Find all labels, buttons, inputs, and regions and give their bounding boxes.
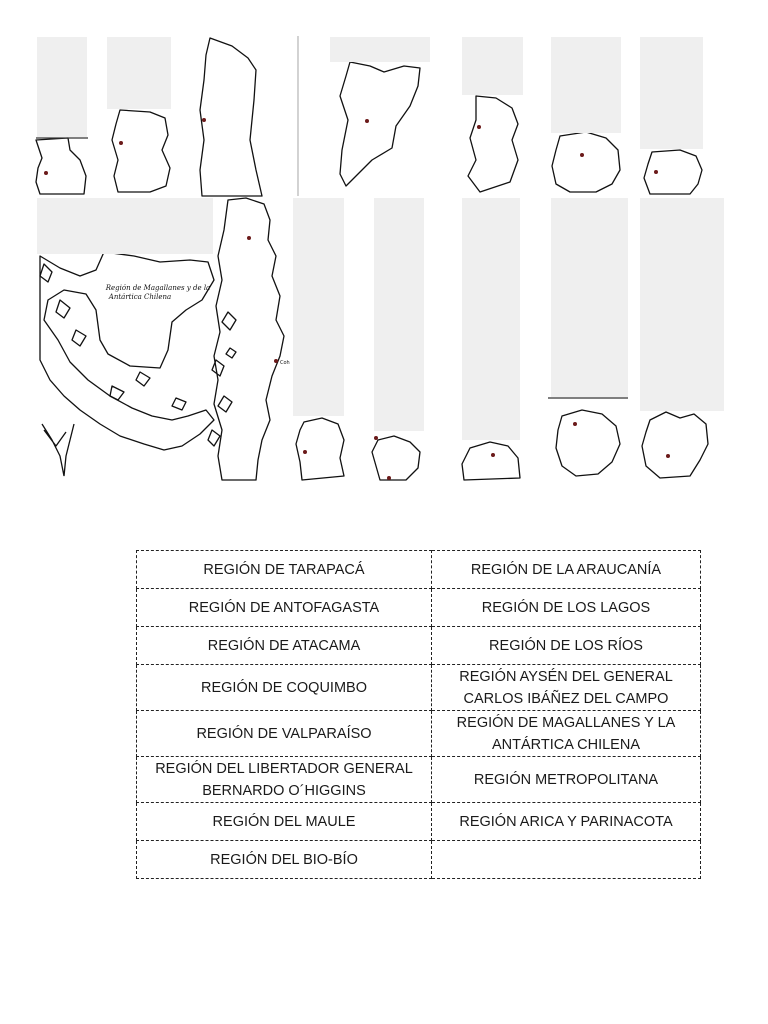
city-dot: [119, 141, 123, 145]
region-names-table: [136, 550, 701, 879]
map-atacama: [200, 38, 262, 196]
magallanes-caption-line1: Región de Magallanes y de la: [105, 284, 211, 292]
map-magallanes-antarctic: [42, 424, 74, 476]
city-dot: [477, 125, 481, 129]
city-dot: [274, 359, 278, 363]
name-placeholder-box: [107, 37, 171, 109]
region-name-cell: REGIÓN DE LA ARAUCANÍA: [432, 551, 701, 589]
name-placeholder-box: [293, 198, 344, 416]
map-los-lagos: [296, 418, 344, 480]
map-coquimbo: [340, 62, 420, 186]
city-dot: [247, 236, 251, 240]
region-maps-svg: [0, 0, 768, 500]
table-row: [137, 589, 701, 627]
city-label-fragment: Coh: [280, 360, 290, 366]
name-placeholder-box: [330, 37, 430, 62]
name-placeholder-box: [37, 198, 213, 254]
city-dot: [365, 119, 369, 123]
city-dot: [387, 476, 391, 480]
region-name-cell: REGIÓN DEL MAULE: [137, 803, 432, 841]
region-name-cell: REGIÓN DEL BIO-BÍO: [137, 841, 432, 879]
city-dot: [303, 450, 307, 454]
map-tarapaca: [36, 138, 86, 194]
map-araucania: [462, 442, 520, 480]
map-metropolitana: [556, 410, 620, 476]
region-name-cell: REGIÓN DE TARAPACÁ: [137, 551, 432, 589]
name-placeholder-box: [37, 37, 87, 137]
name-placeholder-box: [640, 37, 703, 149]
region-name-cell: REGIÓN DE ATACAMA: [137, 627, 432, 665]
map-aysen-islands: [208, 312, 236, 446]
table-row: [137, 711, 701, 757]
region-name-cell: REGIÓN DE LOS RÍOS: [432, 627, 701, 665]
name-placeholder-box: [640, 198, 724, 411]
name-placeholder-box: [551, 198, 628, 397]
table-row: [137, 841, 701, 879]
map-ohiggins: [552, 132, 620, 192]
city-dot: [491, 453, 495, 457]
table-row: [137, 803, 701, 841]
map-aysen: [214, 198, 284, 480]
map-maule: [644, 150, 702, 194]
region-name-cell: REGIÓN DE VALPARAÍSO: [137, 711, 432, 757]
map-magallanes: [40, 252, 214, 450]
map-valparaiso: [468, 96, 518, 192]
city-dot: [202, 118, 206, 122]
map-los-rios: [372, 436, 420, 480]
city-dot: [666, 454, 670, 458]
city-dot: [374, 436, 378, 440]
magallanes-caption-line2: Antártica Chilena: [108, 293, 172, 301]
name-placeholder-box: [462, 198, 520, 440]
region-name-cell: REGIÓN DE ANTOFAGASTA: [137, 589, 432, 627]
region-name-cell: REGIÓN METROPOLITANA: [432, 757, 701, 803]
region-name-cell: REGIÓN AYSÉN DEL GENERAL CARLOS IBÁÑEZ DEL CAMPO: [432, 665, 701, 711]
region-name-cell-empty: [432, 841, 701, 879]
region-name-cell: REGIÓN DE COQUIMBO: [137, 665, 432, 711]
city-dot: [573, 422, 577, 426]
table-row: [137, 665, 701, 711]
name-placeholder-box: [374, 198, 424, 431]
city-dot: [580, 153, 584, 157]
name-placeholder-box: [462, 37, 523, 95]
region-maps-collage: [0, 0, 768, 500]
city-dot: [654, 170, 658, 174]
table-row: [137, 757, 701, 803]
map-biobio: [642, 412, 708, 478]
name-placeholder-box: [551, 37, 621, 133]
map-antofagasta: [112, 110, 170, 192]
city-dot: [44, 171, 48, 175]
region-name-cell: REGIÓN DE LOS LAGOS: [432, 589, 701, 627]
region-name-cell: REGIÓN DE MAGALLANES Y LA ANTÁRTICA CHILENA: [432, 711, 701, 757]
table-row: [137, 551, 701, 589]
region-name-cell: REGIÓN ARICA Y PARINACOTA: [432, 803, 701, 841]
region-name-cell: REGIÓN DEL LIBERTADOR GENERAL BERNARDO O´HIGGINS: [137, 757, 432, 803]
table-row: [137, 627, 701, 665]
